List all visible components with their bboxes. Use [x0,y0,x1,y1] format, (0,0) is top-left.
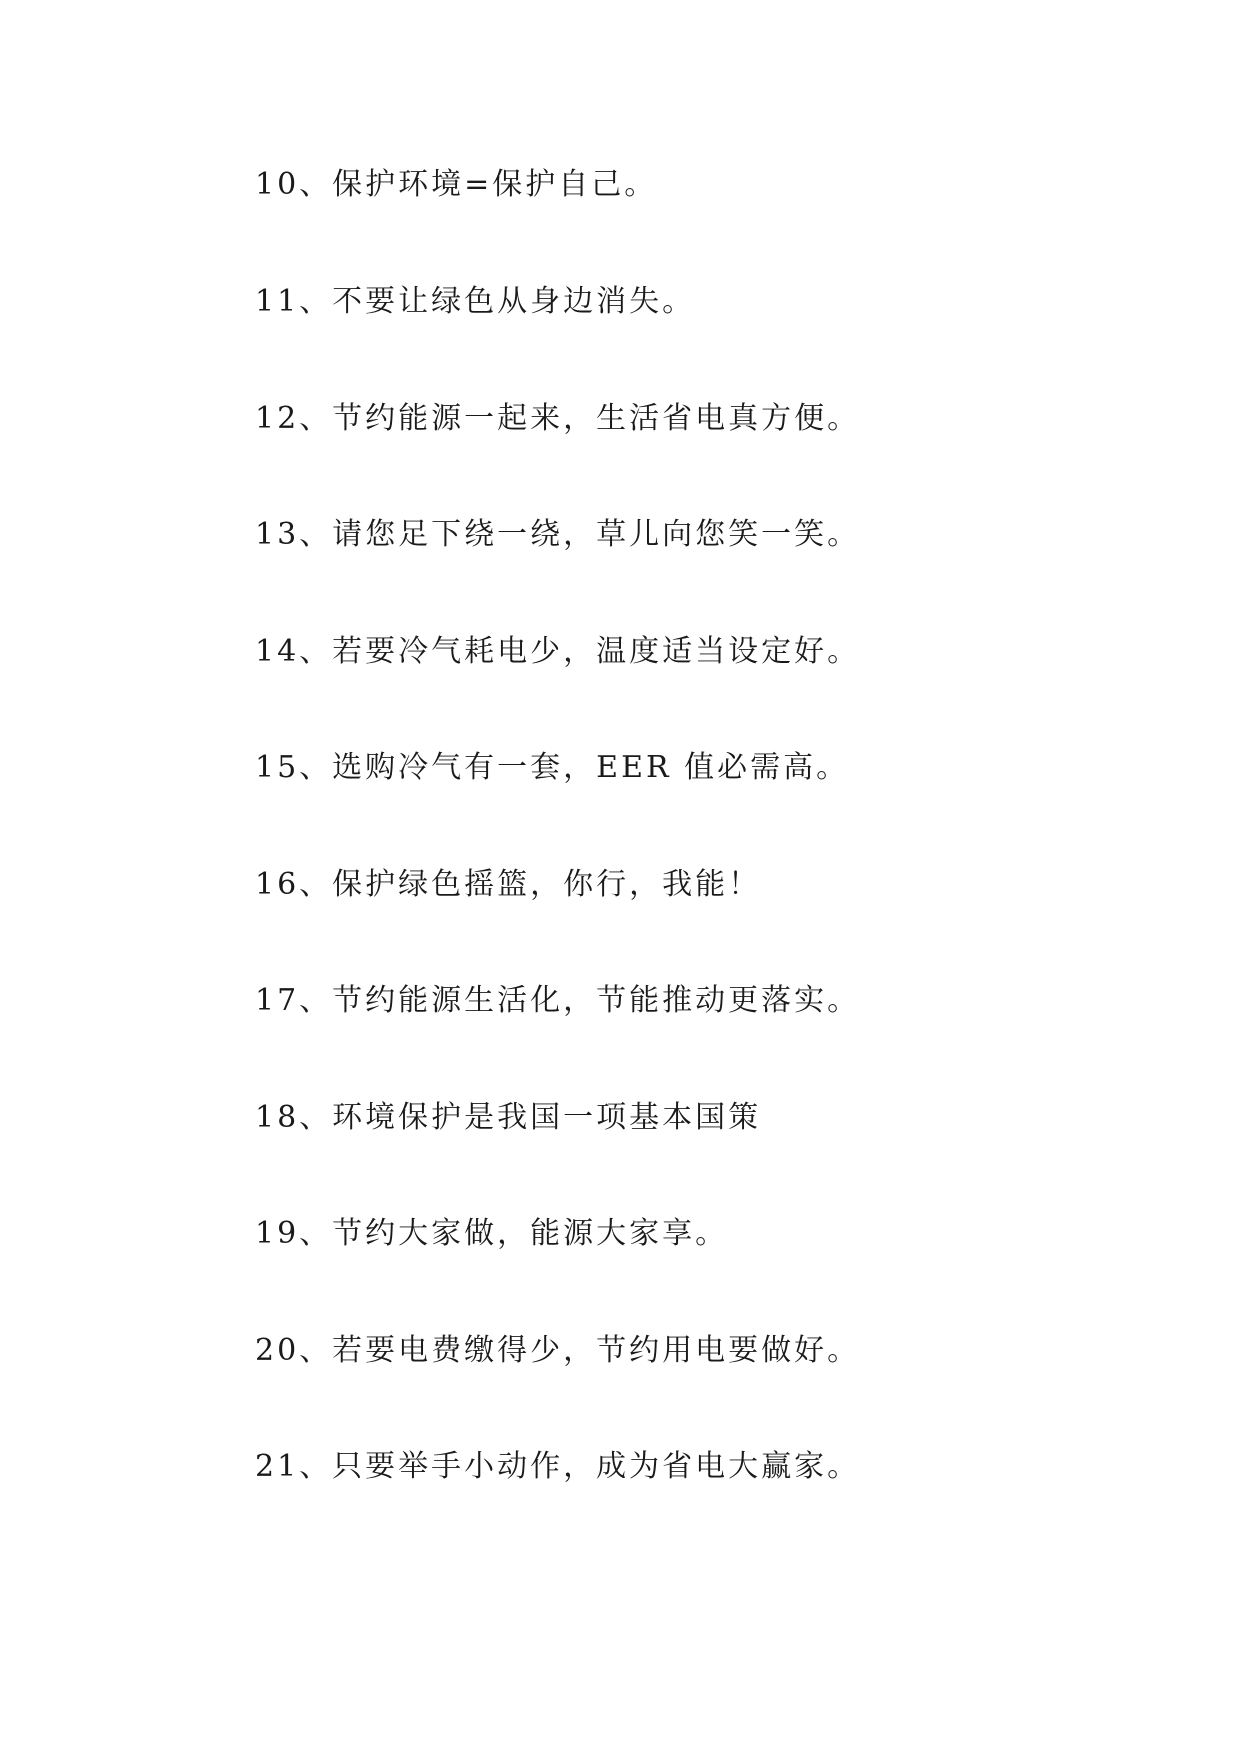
slogan-line-11: 11、不要让绿色从身边消失。 [255,284,696,319]
slogan-line-17: 17、节约能源生活化，节能推动更落实。 [255,983,861,1018]
slogan-line-16: 16、保护绿色摇篮，你行，我能！ [255,867,762,902]
slogan-line-20: 20、若要电费缴得少，节约用电要做好。 [255,1333,861,1368]
slogan-line-19: 19、节约大家做，能源大家享。 [255,1216,729,1251]
slogan-line-12: 12、节约能源一起来，生活省电真方便。 [255,401,861,436]
slogan-line-15: 15、选购冷气有一套，EER 值必需高。 [255,750,850,785]
slogan-line-13: 13、请您足下绕一绕，草儿向您笑一笑。 [255,517,861,552]
slogan-line-10: 10、保护环境=保护自己。 [255,167,658,202]
slogan-line-18: 18、环境保护是我国一项基本国策 [255,1100,762,1135]
slogan-line-21: 21、只要举手小动作，成为省电大赢家。 [255,1449,861,1484]
slogan-line-14: 14、若要冷气耗电少，温度适当设定好。 [255,634,861,669]
